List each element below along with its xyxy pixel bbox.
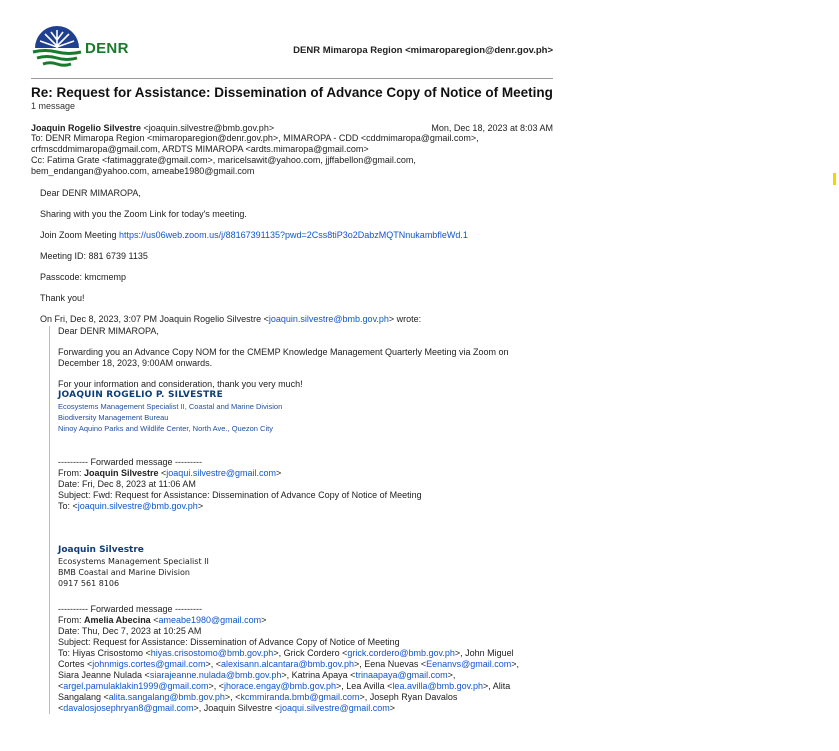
recipient-text: >, Joseph Ryan Davalos	[359, 692, 458, 702]
quote-intro-email[interactable]: joaquin.silvestre@bmb.gov.ph	[268, 314, 389, 324]
recipient-email[interactable]: alita.sangalang@bmb.gov.ph	[108, 692, 225, 702]
recipient-text: >, Alita	[482, 681, 511, 691]
logo-text: DENR	[85, 40, 129, 57]
quoted-message	[49, 326, 553, 714]
recipient-text: >, Joaquin Silvestre <	[193, 703, 281, 713]
recipient-text: >, Lea Avilla <	[336, 681, 393, 691]
forward-marker: ---------- Forwarded message ---------	[58, 457, 202, 467]
cc-line: bem_endangan@yahoo.com, ameabe1980@gmail.com	[31, 166, 255, 176]
fwd2-to-line	[58, 692, 553, 703]
join-zoom	[40, 230, 553, 241]
message-count: 1 message	[31, 101, 76, 111]
message-date: Mon, Dec 18, 2023 at 8:03 AM	[431, 123, 553, 133]
recipient-text: >, Grick Cordero <	[273, 648, 348, 658]
quote-intro	[40, 314, 553, 325]
to-line: crfmscddmimaropa@gmail.com, ARDTS MIMAROPA <ardts.mimaropa@gmail.com>	[31, 144, 369, 154]
recipient-text: <	[58, 681, 64, 691]
zoom-link[interactable]: https://us06web.zoom.us/j/88167391135?pwd=2Css8tiP3o2DabzMQTNnukambfleWd.1	[119, 230, 468, 240]
signature2-phone: 0917 561 8106	[58, 579, 120, 588]
fwd2-to-line	[58, 681, 553, 692]
message-body	[40, 188, 553, 714]
recipient-email[interactable]: lea.avilla@bmb.gov.ph	[392, 681, 483, 691]
to-line: To: DENR Mimaropa Region <mimaroparegion@denr.gov.ph>, MIMAROPA - CDD <cddmimaropa@gmail.com>,	[31, 133, 479, 143]
denr-logo-icon	[31, 26, 83, 70]
recipient-text: >, Eena Nuevas <	[354, 659, 427, 669]
fwd-to-label: To: <	[58, 501, 78, 511]
fwd-from-label: From:	[58, 468, 84, 478]
recipient-email[interactable]: siarajeanne.nulada@bmb.gov.ph	[149, 670, 282, 680]
signature2-name: Joaquin Silvestre	[58, 545, 144, 555]
recipient-email[interactable]: joaqui.silvestre@gmail.com	[280, 703, 390, 713]
greeting: Dear DENR MIMAROPA,	[40, 188, 141, 198]
quote-greeting: Dear DENR MIMAROPA,	[58, 326, 159, 336]
recipient-text: Cortes <	[58, 659, 93, 669]
email-printout	[31, 0, 553, 714]
signature-address: Ninoy Aquino Parks and Wildlife Center, North Ave., Quezon City	[58, 424, 273, 433]
recipient-text: Siara Jeanne Nulada <	[58, 670, 150, 680]
passcode: Passcode: kmcmemp	[40, 272, 127, 282]
fwd2-to-line	[58, 670, 553, 681]
thanks: Thank you!	[40, 293, 85, 303]
recipient-email[interactable]: davalosjosephryan8@gmail.com	[63, 703, 194, 713]
recipient-email[interactable]: johnmigs.cortes@gmail.com	[92, 659, 206, 669]
signature-office: Biodiversity Management Bureau	[58, 413, 169, 422]
fwd2-subject: Subject: Request for Assistance: Dissemination of Advance Copy of Notice of Meeting	[58, 637, 400, 647]
recipient-email[interactable]: hiyas.crisostomo@bmb.gov.ph	[150, 648, 274, 658]
recipient-text: >, <	[208, 681, 224, 691]
recipient-text: >	[389, 703, 395, 713]
signature-title: Ecosystems Management Specialist II, Coastal and Marine Division	[58, 402, 283, 411]
print-header	[31, 0, 553, 79]
fwd-subject: Subject: Fwd: Request for Assistance: Dissemination of Advance Copy of Notice of Meeting	[58, 490, 422, 500]
fwd2-from-email[interactable]: ameabe1980@gmail.com	[158, 615, 262, 625]
thread-subject: Re: Request for Assistance: Dissemination of Advance Copy of Notice of Meeting	[31, 85, 553, 100]
recipient-text: >,	[511, 659, 520, 669]
fwd-from	[58, 468, 553, 479]
sharing-text: Sharing with you the Zoom Link for today's meeting.	[40, 209, 247, 219]
fwd-date: Date: Fri, Dec 8, 2023 at 11:06 AM	[58, 479, 196, 489]
quote-consider: For your information and consideration, thank you very much!	[58, 379, 303, 389]
recipient-text: <	[58, 703, 64, 713]
quote-intro-wrote: > wrote:	[388, 314, 422, 324]
fwd2-to-line	[58, 648, 553, 659]
fwd2-to-line	[58, 659, 553, 670]
recipient-text: >, <	[205, 659, 221, 669]
account-sender: DENR Mimaropa Region <mimaroparegion@denr.gov.ph>	[293, 45, 553, 56]
fwd-bracket: >	[275, 468, 282, 478]
message-recipients	[31, 133, 553, 177]
fwd-from-name: Joaquin Silvestre	[84, 468, 159, 478]
recipient-text: >, John Miguel	[454, 648, 514, 658]
fwd2-from-label: From:	[58, 615, 84, 625]
recipient-text: Sangalang <	[58, 692, 109, 702]
recipient-text: To: Hiyas Crisostomo <	[58, 648, 151, 658]
recipient-text: >,	[447, 670, 456, 680]
forward-marker: ---------- Forwarded message ---------	[58, 604, 202, 614]
fwd2-from-name: Amelia Abecina	[84, 615, 151, 625]
fwd2-bracket: >	[261, 615, 267, 625]
signature-name: JOAQUIN ROGELIO P. SILVESTRE	[58, 390, 223, 400]
recipient-email[interactable]: Eenanvs@gmail.com	[426, 659, 512, 669]
meeting-id: Meeting ID: 881 6739 1135	[40, 251, 148, 261]
signature2-title: Ecosystems Management Specialist II	[58, 557, 209, 566]
recipient-email[interactable]: trinaapaya@gmail.com	[355, 670, 448, 680]
message-from	[31, 123, 553, 133]
recipient-email[interactable]: argel.pamulaklakin1999@gmail.com	[63, 681, 209, 691]
recipient-email[interactable]: grick.cordero@bmb.gov.ph	[347, 648, 455, 658]
recipient-text: >, Katrina Apaya <	[281, 670, 356, 680]
quote-intro-text: On Fri, Dec 8, 2023, 3:07 PM Joaquin Rogelio Silvestre <	[40, 314, 269, 324]
fwd2-bracket: <	[150, 615, 159, 625]
fwd2-from	[58, 615, 553, 626]
fwd-to-email[interactable]: joaquin.silvestre@bmb.gov.ph	[77, 501, 198, 511]
fwd-bracket: >	[197, 501, 204, 511]
highlight-marker	[833, 173, 836, 185]
quote-forward-line: December 18, 2023, 9:00AM onwards.	[58, 358, 213, 368]
recipient-text: >, <	[224, 692, 241, 702]
fwd-from-email[interactable]: joaqui.silvestre@gmail.com	[166, 468, 276, 478]
fwd-bracket: <	[158, 468, 167, 478]
from-email: <joaquin.silvestre@bmb.gov.ph>	[141, 123, 275, 133]
recipient-email[interactable]: alexisann.alcantara@bmb.gov.ph	[220, 659, 355, 669]
recipient-email[interactable]: jhorace.engay@bmb.gov.ph	[224, 681, 337, 691]
join-label: Join Zoom Meeting	[40, 230, 120, 240]
recipient-email[interactable]: kcmmiranda.bmb@gmail.com	[240, 692, 360, 702]
fwd2-to-line	[58, 703, 553, 714]
signature2-division: BMB Coastal and Marine Division	[58, 568, 190, 577]
quote-forward-line: Forwarding you an Advance Copy NOM for the CMEMP Knowledge Management Quarterly Meeting via Zoom on	[58, 347, 509, 357]
cc-line: Cc: Fatima Grate <fatimaggrate@gmail.com>, maricelsawit@yahoo.com, jjffabellon@gmail.com,	[31, 155, 416, 165]
fwd2-date: Date: Thu, Dec 7, 2023 at 10:25 AM	[58, 626, 202, 636]
fwd-to	[58, 501, 553, 512]
from-name: Joaquin Rogelio Silvestre	[31, 123, 142, 133]
